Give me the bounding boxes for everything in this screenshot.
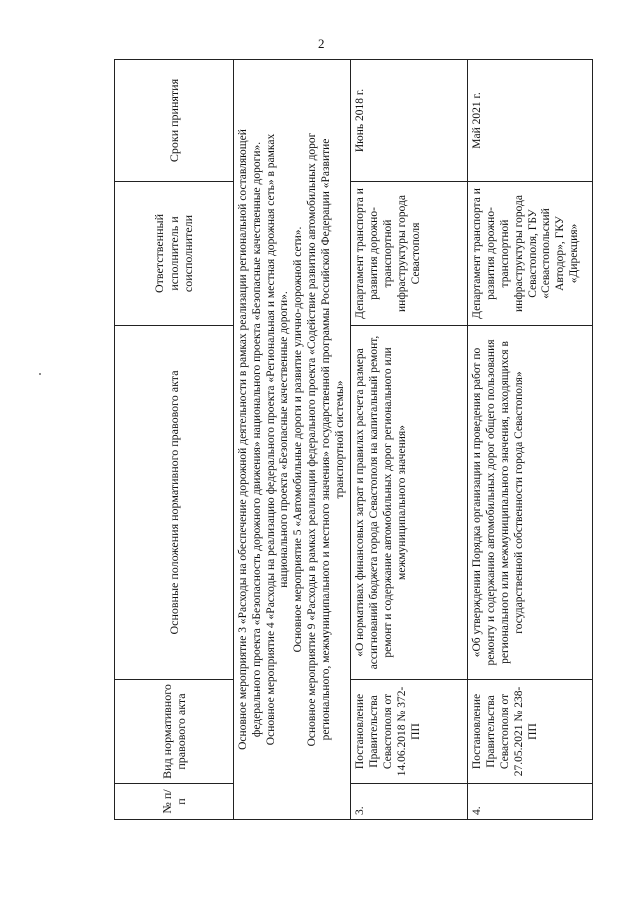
row-provisions: «О нормативах финансовых затрат и правилах расчета размера ассигнований бюджета города Севастополя на капитальный ремонт, ремонт и содержание автомобильных дорог регионального или межмуниципального значения» — [351, 326, 468, 680]
section-line: Основное мероприятие 5 «Автомобильные дороги и развитие улично-дорожной сети». — [292, 226, 305, 653]
row-deadline: Май 2021 г. — [468, 60, 593, 182]
row-responsible: Департамент транспорта и развития дорожно-транспортной инфраструктуры города Севастополя, ГБУ «Севастопольский Автодор», ГКУ «Дирекция» — [468, 182, 593, 326]
row-num: 3. — [351, 784, 468, 820]
section-row — [234, 60, 351, 820]
section-line: федерального проекта «Безопасность дорожного движения» национального проекта «Безопасные качественные дороги». — [250, 141, 263, 738]
rotated-table-wrapper — [114, 60, 634, 820]
row-num: 4. — [468, 784, 593, 820]
section-activities — [234, 60, 351, 820]
section-line: Основное мероприятие 4 «Расходы на реализацию федерального проекта «Региональная и местная дорожная сеть» в рамках — [264, 133, 277, 746]
header-responsible: Ответственный исполнитель и соисполнители — [115, 182, 234, 326]
header-deadline: Сроки принятия — [115, 60, 234, 182]
row-deadline: Июнь 2018 г. — [351, 60, 468, 182]
scan-speck — [39, 373, 41, 375]
section-line: Основное мероприятие 3 «Расходы на обеспечение дорожной деятельности в рамках реализации региональной составляющей — [237, 129, 249, 750]
row-act-type: Постановление Правительства Севастополя от 14.06.2018 № 372-ПП — [351, 680, 468, 784]
section-line: регионального, межмуниципального и местного значения» государственной программы Российской Федерации «Развитие — [319, 138, 332, 741]
header-num: № п/п — [115, 784, 234, 820]
row-responsible: Департамент транспорта и развития дорожно-транспортной инфраструктуры города Севастополя — [351, 182, 468, 326]
row-provisions: «Об утверждении Порядка организации и проведения работ по ремонту и содержанию автомобильных дорог общего пользования регионального или межмуниципального значения, находящихся в государственной собственности города Севастополя» — [468, 326, 593, 680]
section-line: транспортной системы» — [333, 380, 346, 499]
section-line: Основное мероприятие 9 «Расходы в рамках реализации федерального проекта «Содействие развитию автомобильных дорог — [305, 132, 318, 747]
table-header-row — [115, 60, 234, 820]
table-row — [351, 60, 468, 820]
page-number: 2 — [318, 36, 325, 51]
header-provisions: Основные положения нормативного правового акта — [115, 326, 234, 680]
header-act-type: Вид нормативного правового акта — [115, 680, 234, 784]
row-act-type: Постановление Правительства Севастополя от 27.05.2021 № 238-ПП — [468, 680, 593, 784]
normative-acts-table — [114, 59, 593, 820]
section-line: национального проекта «Безопасные качественные дороги». — [278, 291, 291, 588]
table-row — [468, 60, 593, 820]
